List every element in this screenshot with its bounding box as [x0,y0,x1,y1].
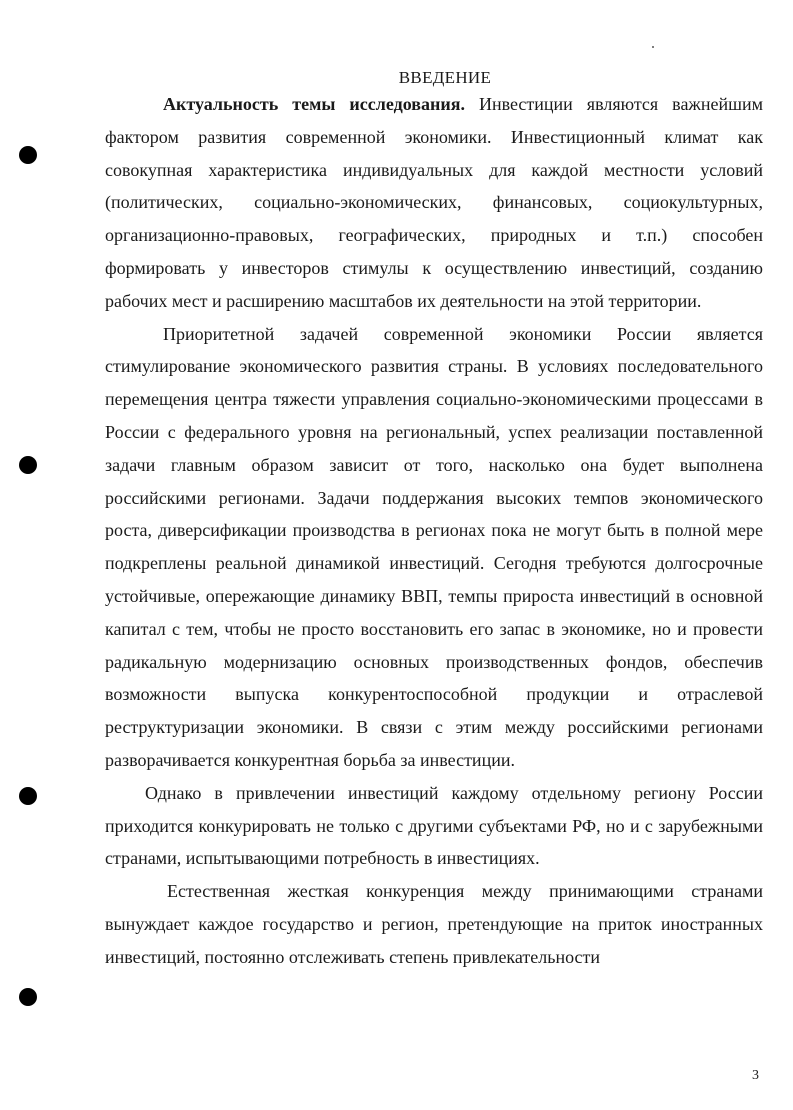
paragraph-3: Однако в привлечении инвестиций каждому отдельному региону России приходится конкурировать не только с другими субъектами РФ, но и с зарубежными странами, испытывающими потребность в инвестициях. [105,782,763,869]
scan-speck [652,46,654,48]
paragraph-1-text: Инвестиции являются важнейшим фактором развития современной экономики. Инвестиционный климат как совокупная характеристика индивидуальных для каждой местности условий (политических, социально-экономических, финансовых, социокультурных, организационно-правовых, географических, природных и т.п.) способен формировать у инвесторов стимулы к осуществлению инвестиций, созданию рабочих мест и расширению масштабов их деятельности на этой территории. [105,94,764,311]
paragraph-1 [105,88,763,318]
page-number: 3 [752,1068,759,1083]
section-title: ВВЕДЕНИЕ [398,68,492,87]
binder-hole-3 [19,787,37,805]
paragraph-4: Естественная жесткая конкуренция между принимающими странами вынуждает каждое государство и регион, претендующие на приток иностранных инвестиций, постоянно отслеживать степень привлекательности [105,881,763,967]
paragraph-2: Приоритетной задачей современной экономики России является стимулирование экономического развития страны. В условиях последовательного перемещения центра тяжести управления социально-экономическими процессами в России с федерального уровня на региональный, успех реализации поставленной задачи главным образом зависит от того, насколько она будет выполнена российскими регионами. Задачи поддержания высоких темпов экономического роста, диверсификации производства в регионах пока не могут быть в полной мере подкреплены реальной динамикой инвестиций. Сегодня требуются долгосрочные устойчивые, опережающие динамику ВВП, темпы прироста инвестиций в основной капитал с тем, чтобы не просто восстановить его запас в экономике, но и провести радикальную модернизацию основных производственных фондов, обеспечив возможности выпуска конкурентоспособной продукции и отраслевой реструктуризации экономики. В связи с этим между российскими регионами разворачивается конкурентная борьба за инвестиции. [105,323,763,770]
binder-hole-4 [19,988,37,1006]
binder-hole-2 [19,456,37,474]
document-body [105,88,763,974]
binder-hole-1 [19,146,37,164]
paragraph-lead: Актуальность темы исследования. [163,94,465,114]
